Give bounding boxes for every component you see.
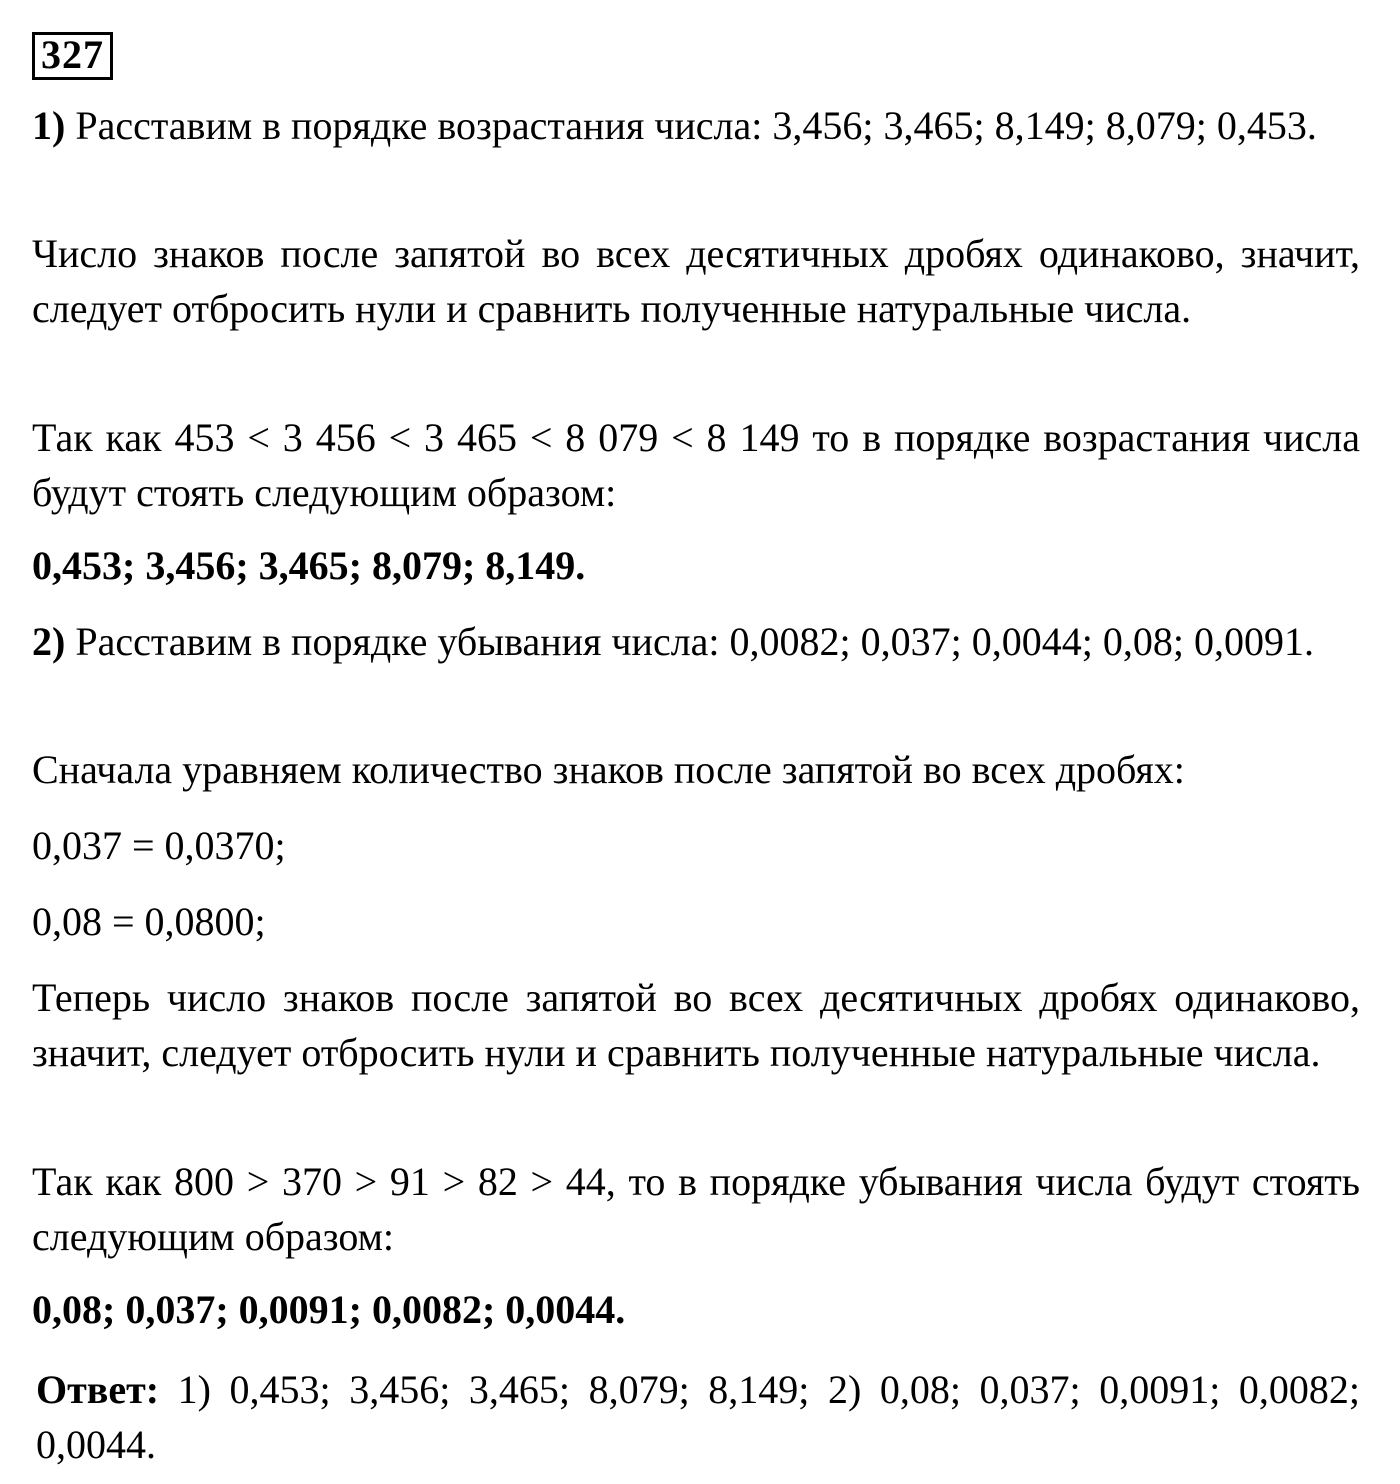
answer-text: 1) 0,453; 3,456; 3,465; 8,079; 8,149; 2) 0,08; 0,037; 0,0091; 0,0082; 0,0044. (36, 1367, 1360, 1467)
part1-label: 1) (32, 103, 66, 148)
part2-comparison: Так как 800 > 370 > 91 > 82 > 44, то в порядке убывания числа будут стоять следующим образом: (32, 1159, 1360, 1259)
part2-equation-1: 0,037 = 0,0370; (32, 823, 286, 868)
answer-label: Ответ: (36, 1367, 160, 1412)
part1-comparison: Так как 453 < 3 456 < 3 465 < 8 079 < 8 149 то в порядке возрастания числа будут стоять следующим образом: (32, 415, 1360, 515)
task-number-box: 327 (32, 32, 113, 80)
part2-intro-text: Расставим в порядке убывания числа: 0,0082; 0,037; 0,0044; 0,08; 0,0091. (75, 619, 1314, 664)
part2-equation-2: 0,08 = 0,0800; (32, 899, 266, 944)
part1-explanation: Число знаков после запятой во всех десятичных дробях одинаково, значит, следует отбросить нули и сравнить полученные натуральные числа. (32, 231, 1360, 331)
answer (36, 1362, 1360, 1472)
part2-intro (32, 614, 1360, 669)
part2-result: 0,08; 0,037; 0,0091; 0,0082; 0,0044. (32, 1287, 626, 1332)
part2-equalize: Сначала уравняем количество знаков после запятой во всех дробях: (32, 747, 1185, 792)
part1-intro-text: Расставим в порядке возрастания числа: 3,456; 3,465; 8,149; 8,079; 0,453. (75, 103, 1317, 148)
part2-label: 2) (32, 619, 66, 664)
part1-intro (32, 98, 1360, 153)
part2-explanation: Теперь число знаков после запятой во всех десятичных дробях одинаково, значит, следует отбросить нули и сравнить полученные натуральные числа. (32, 975, 1360, 1075)
part1-result: 0,453; 3,456; 3,465; 8,079; 8,149. (32, 543, 586, 588)
